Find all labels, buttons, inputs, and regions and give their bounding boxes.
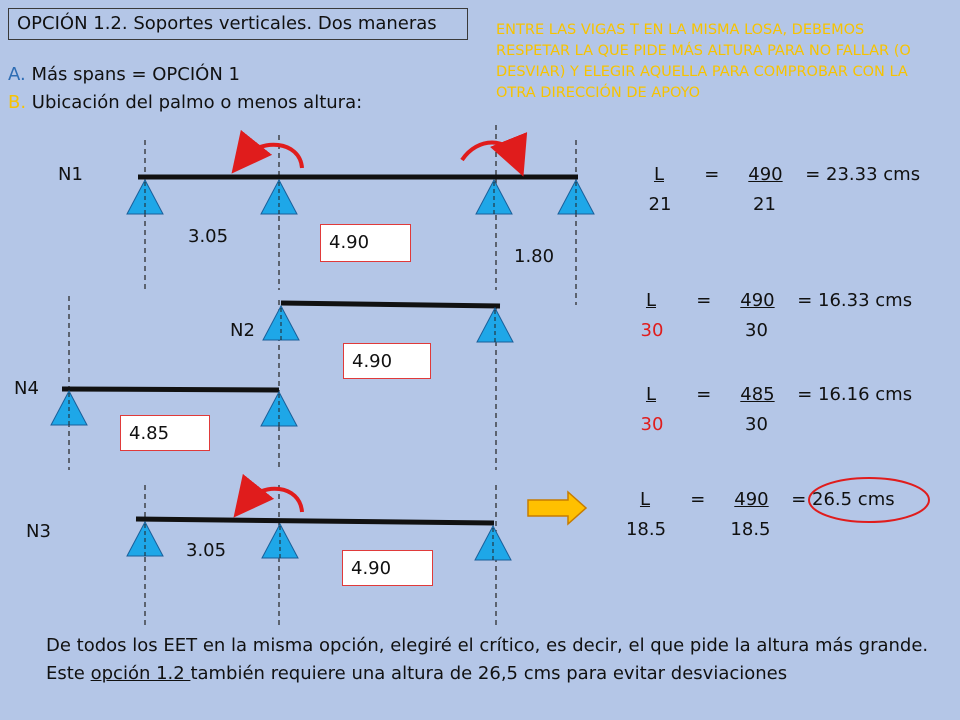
calc-numerator-value: 490 bbox=[748, 164, 783, 185]
slide-title: OPCIÓN 1.2. Soportes verticales. Dos maneras bbox=[8, 8, 468, 40]
level-label-n4: N4 bbox=[14, 378, 39, 399]
curved-arrow-icon bbox=[244, 145, 302, 168]
curved-arrow-icon bbox=[246, 489, 302, 512]
span-box: 4.85 bbox=[120, 415, 210, 451]
calc-result: = 23.33 cms bbox=[805, 164, 921, 185]
span-box: 4.90 bbox=[342, 550, 433, 586]
level-label-n2: N2 bbox=[230, 320, 255, 341]
calc-2 bbox=[618, 290, 912, 311]
footer-text-part1: De todos los EET en la misma opción, elegiré el crítico, es decir, el que pide la altura más grande. Este bbox=[46, 635, 929, 684]
span-box: 4.90 bbox=[343, 343, 431, 379]
span-box: 4.90 bbox=[320, 224, 411, 262]
calc-numerator-value: 490 bbox=[740, 290, 775, 311]
calc-3 bbox=[618, 384, 912, 405]
calc-equals: = bbox=[696, 290, 712, 311]
beam-n3 bbox=[136, 519, 494, 523]
calc-4 bbox=[612, 489, 895, 510]
calc-result: = 26.5 cms bbox=[791, 489, 895, 510]
calc-numerator-value: 485 bbox=[740, 384, 775, 405]
calc-equals: = bbox=[690, 489, 706, 510]
span-label: 3.05 bbox=[188, 226, 229, 247]
calc-1-denominators bbox=[630, 194, 799, 215]
option-a-key: A. bbox=[8, 64, 26, 85]
calc-equals: = bbox=[696, 384, 712, 405]
calc-2-denominators bbox=[622, 320, 791, 341]
calc-1 bbox=[626, 164, 920, 185]
footer-text bbox=[46, 632, 946, 688]
calc-3-denominators bbox=[622, 414, 791, 435]
calc-numerator-l: L bbox=[645, 290, 657, 311]
option-b-key: B. bbox=[8, 92, 27, 113]
calc-result: = 16.16 cms bbox=[797, 384, 913, 405]
level-label-n1: N1 bbox=[58, 164, 83, 185]
calc-numerator-l: L bbox=[639, 489, 651, 510]
calc-denominator: 18.5 bbox=[625, 519, 667, 540]
calc-numerator-value: 490 bbox=[734, 489, 769, 510]
calc-denominator: 18.5 bbox=[730, 519, 771, 540]
calc-equals: = bbox=[704, 164, 720, 185]
option-a-text: Más spans = OPCIÓN 1 bbox=[25, 64, 240, 85]
option-b-text: Ubicación del palmo o menos altura: bbox=[26, 92, 363, 113]
calc-denominator: 30 bbox=[640, 414, 664, 435]
span-label: 1.80 bbox=[514, 246, 555, 267]
calc-numerator-l: L bbox=[645, 384, 657, 405]
option-a bbox=[8, 64, 240, 85]
footer-text-part2: también requiere una altura de 26,5 cms para evitar desviaciones bbox=[190, 663, 788, 684]
option-b bbox=[8, 92, 362, 113]
note-text: ENTRE LAS VIGAS T EN LA MISMA LOSA, DEBEMOS RESPETAR LA QUE PIDE MÁS ALTURA PARA NO FALLAR (O DESVIAR) Y ELEGIR AQUELLA PARA COMPROBAR CON LA OTRA DIRECCIÓN DE APOYO bbox=[496, 22, 911, 101]
calc-denominator: 21 bbox=[648, 194, 672, 215]
calc-numerator-l: L bbox=[653, 164, 665, 185]
span-label: 3.05 bbox=[186, 540, 227, 561]
calc-denominator: 30 bbox=[640, 320, 664, 341]
beam-n4 bbox=[62, 389, 279, 390]
calc-denominator: 21 bbox=[753, 194, 776, 215]
beam-n2 bbox=[281, 303, 500, 306]
highlight-arrow-icon bbox=[528, 492, 586, 524]
calc-result: = 16.33 cms bbox=[797, 290, 913, 311]
calc-4-denominators bbox=[616, 519, 785, 540]
footer-underlined: opción 1.2 bbox=[90, 663, 191, 684]
calc-denominator: 30 bbox=[745, 414, 768, 435]
curved-arrow-icon bbox=[462, 143, 516, 161]
calc-denominator: 30 bbox=[745, 320, 768, 341]
level-label-n3: N3 bbox=[26, 521, 51, 542]
